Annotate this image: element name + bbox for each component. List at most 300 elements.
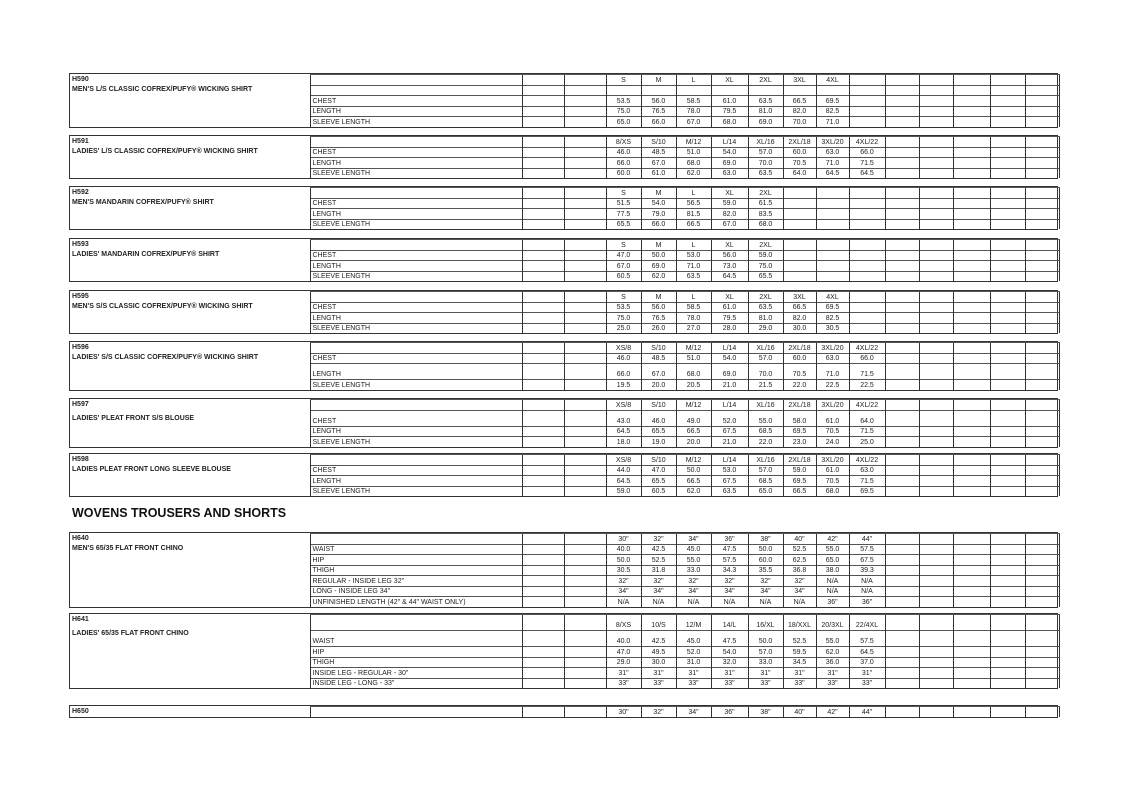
product-name: LADIES' 65/35 FLAT FRONT CHINO bbox=[72, 629, 189, 637]
measurement-label: SLEEVE LENGTH bbox=[310, 437, 522, 447]
blank-cell bbox=[564, 343, 606, 354]
size-table bbox=[70, 239, 1059, 281]
size-header: M/12 bbox=[676, 137, 711, 148]
blank-cell bbox=[919, 219, 953, 229]
product-code: H590 bbox=[72, 75, 89, 83]
measurement-value: 68.5 bbox=[748, 426, 783, 437]
measurement-label: LENGTH bbox=[310, 426, 522, 437]
blank-cell bbox=[990, 678, 1025, 688]
product-cell bbox=[70, 137, 310, 179]
measurement-value: 83.5 bbox=[748, 209, 783, 220]
size-header: 3XL/20 bbox=[816, 400, 849, 411]
measurement-value: 50.0 bbox=[676, 465, 711, 476]
product-block-h650 bbox=[69, 705, 1058, 718]
measurement-value: 69.5 bbox=[783, 426, 816, 437]
blank-cell bbox=[885, 168, 919, 178]
size-header: 42" bbox=[816, 534, 849, 545]
size-header: M/12 bbox=[676, 343, 711, 354]
measurement-value: 64.5 bbox=[711, 271, 748, 281]
blank-cell bbox=[522, 678, 564, 688]
size-header: 4XL/22 bbox=[849, 343, 885, 354]
blank-cell bbox=[990, 615, 1025, 631]
measurement-value: 55.0 bbox=[676, 555, 711, 566]
measurement-value: 53.0 bbox=[676, 250, 711, 261]
measurement-value: 30.5 bbox=[606, 565, 641, 576]
blank-cell bbox=[885, 426, 919, 437]
blank-cell bbox=[564, 353, 606, 364]
size-header: 4XL/22 bbox=[849, 400, 885, 411]
size-header: 8/XS bbox=[606, 615, 641, 631]
blank-cell bbox=[522, 615, 564, 631]
measurement-value: 66.0 bbox=[606, 158, 641, 169]
blank-cell bbox=[953, 302, 990, 313]
measurement-value: 70.5 bbox=[783, 364, 816, 380]
measurement-value bbox=[641, 85, 676, 96]
blank-cell bbox=[953, 75, 990, 86]
blank-cell bbox=[953, 168, 990, 178]
blank-cell bbox=[919, 410, 953, 426]
blank-cell bbox=[1025, 437, 1059, 447]
blank-cell bbox=[885, 544, 919, 555]
blank-cell bbox=[1025, 250, 1059, 261]
size-header: S/10 bbox=[641, 400, 676, 411]
measurement-label: LENGTH bbox=[310, 313, 522, 324]
measurement-value: 62.0 bbox=[641, 271, 676, 281]
measurement-label: LENGTH bbox=[310, 364, 522, 380]
measurement-value: 63.5 bbox=[748, 168, 783, 178]
measurement-value: 65.0 bbox=[606, 117, 641, 127]
measurement-value: 61.0 bbox=[711, 302, 748, 313]
measurement-value: 53.5 bbox=[606, 96, 641, 107]
measurement-value: 62.0 bbox=[816, 647, 849, 658]
blank-cell bbox=[564, 250, 606, 261]
measurement-value: 76.5 bbox=[641, 106, 676, 117]
measurement-value: 51.5 bbox=[606, 198, 641, 209]
blank-cell bbox=[953, 240, 990, 251]
size-table bbox=[70, 399, 1059, 447]
measurement-value: 31" bbox=[641, 668, 676, 679]
blank-cell bbox=[564, 465, 606, 476]
measurement-value bbox=[816, 271, 849, 281]
blank-cell bbox=[564, 219, 606, 229]
size-header: 34" bbox=[676, 707, 711, 717]
measurement-label-blank bbox=[310, 240, 522, 251]
measurement-value: 82.0 bbox=[783, 313, 816, 324]
blank-cell bbox=[564, 188, 606, 199]
measurement-value: 18.0 bbox=[606, 437, 641, 447]
blank-cell bbox=[564, 678, 606, 688]
measurement-value: 33.0 bbox=[676, 565, 711, 576]
product-block-h590 bbox=[69, 73, 1058, 128]
measurement-value bbox=[676, 85, 711, 96]
product-code: H593 bbox=[72, 240, 89, 248]
measurement-value: 60.5 bbox=[641, 486, 676, 496]
size-header: 4XL/22 bbox=[849, 137, 885, 148]
blank-cell bbox=[522, 597, 564, 607]
blank-cell bbox=[522, 657, 564, 668]
measurement-value: 32" bbox=[783, 576, 816, 587]
blank-cell bbox=[953, 565, 990, 576]
blank-cell bbox=[564, 261, 606, 272]
blank-cell bbox=[919, 343, 953, 354]
size-header: 40" bbox=[783, 707, 816, 717]
measurement-value: N/A bbox=[816, 586, 849, 597]
blank-cell bbox=[885, 343, 919, 354]
measurement-value: 33" bbox=[783, 678, 816, 688]
blank-cell bbox=[1025, 168, 1059, 178]
measurement-value: 34" bbox=[748, 586, 783, 597]
blank-cell bbox=[522, 240, 564, 251]
product-block-h596 bbox=[69, 341, 1058, 391]
measurement-value bbox=[849, 117, 885, 127]
measurement-label: HIP bbox=[310, 555, 522, 566]
blank-cell bbox=[564, 576, 606, 587]
blank-cell bbox=[990, 597, 1025, 607]
blank-cell bbox=[990, 647, 1025, 658]
blank-cell bbox=[564, 555, 606, 566]
measurement-value: 66.5 bbox=[783, 302, 816, 313]
blank-cell bbox=[919, 250, 953, 261]
blank-cell bbox=[919, 476, 953, 487]
measurement-value bbox=[849, 271, 885, 281]
measurement-value: 31" bbox=[849, 668, 885, 679]
measurement-value: 67.0 bbox=[606, 261, 641, 272]
size-header: XL bbox=[711, 292, 748, 303]
measurement-value: 60.0 bbox=[783, 147, 816, 158]
measurement-value: 50.0 bbox=[641, 250, 676, 261]
measurement-value: 47.5 bbox=[711, 631, 748, 647]
measurement-value: N/A bbox=[676, 597, 711, 607]
measurement-value: 59.0 bbox=[748, 250, 783, 261]
blank-cell bbox=[990, 137, 1025, 148]
measurement-value: 21.5 bbox=[748, 380, 783, 390]
measurement-value: 48.5 bbox=[641, 147, 676, 158]
size-header: 2XL bbox=[748, 292, 783, 303]
size-table bbox=[70, 342, 1059, 390]
size-header: 8/XS bbox=[606, 137, 641, 148]
size-header: L bbox=[676, 188, 711, 199]
measurement-value: 34" bbox=[606, 586, 641, 597]
blank-cell bbox=[919, 96, 953, 107]
product-code: H650 bbox=[72, 707, 89, 715]
blank-cell bbox=[1025, 586, 1059, 597]
measurement-value: 33.0 bbox=[748, 657, 783, 668]
blank-cell bbox=[1025, 158, 1059, 169]
measurement-value: 61.0 bbox=[816, 465, 849, 476]
blank-cell bbox=[919, 707, 953, 717]
measurement-value: 64.0 bbox=[783, 168, 816, 178]
measurement-value: 28.0 bbox=[711, 323, 748, 333]
measurement-value: 32" bbox=[676, 576, 711, 587]
measurement-value: 76.5 bbox=[641, 313, 676, 324]
blank-cell bbox=[522, 209, 564, 220]
measurement-value: 31.8 bbox=[641, 565, 676, 576]
measurement-label: LENGTH bbox=[310, 261, 522, 272]
measurement-value: 20.0 bbox=[676, 437, 711, 447]
measurement-value: 54.0 bbox=[711, 353, 748, 364]
measurement-value: 66.0 bbox=[606, 364, 641, 380]
blank-cell bbox=[885, 586, 919, 597]
measurement-label-blank bbox=[310, 343, 522, 354]
blank-cell bbox=[885, 465, 919, 476]
measurement-label: LENGTH bbox=[310, 158, 522, 169]
blank-cell bbox=[953, 668, 990, 679]
blank-cell bbox=[919, 117, 953, 127]
measurement-value: 70.0 bbox=[783, 117, 816, 127]
measurement-value: 19.0 bbox=[641, 437, 676, 447]
blank-cell bbox=[522, 576, 564, 587]
measurement-value: 75.0 bbox=[606, 106, 641, 117]
size-header: XL/16 bbox=[748, 455, 783, 466]
measurement-value: 65.0 bbox=[816, 555, 849, 566]
measurement-value: 70.0 bbox=[748, 158, 783, 169]
measurement-value: 70.5 bbox=[816, 426, 849, 437]
measurement-value: 79.5 bbox=[711, 106, 748, 117]
measurement-value: 68.5 bbox=[748, 476, 783, 487]
blank-cell bbox=[953, 486, 990, 496]
product-cell bbox=[70, 534, 310, 607]
measurement-value: 54.0 bbox=[641, 198, 676, 209]
blank-cell bbox=[990, 96, 1025, 107]
size-header: XS/8 bbox=[606, 455, 641, 466]
blank-cell bbox=[953, 437, 990, 447]
blank-cell bbox=[1025, 271, 1059, 281]
measurement-value: 54.0 bbox=[711, 147, 748, 158]
size-header bbox=[783, 240, 816, 251]
measurement-value: 59.0 bbox=[783, 465, 816, 476]
blank-cell bbox=[953, 271, 990, 281]
blank-cell bbox=[953, 707, 990, 717]
product-code: H598 bbox=[72, 455, 89, 463]
product-name: LADIES' PLEAT FRONT S/S BLOUSE bbox=[72, 414, 195, 422]
blank-cell bbox=[522, 292, 564, 303]
measurement-value: 69.5 bbox=[816, 302, 849, 313]
blank-cell bbox=[522, 380, 564, 390]
measurement-value: 75.0 bbox=[606, 313, 641, 324]
blank-cell bbox=[522, 437, 564, 447]
size-header: L bbox=[676, 292, 711, 303]
measurement-label-blank bbox=[310, 137, 522, 148]
size-header: M bbox=[641, 240, 676, 251]
size-header: 10/S bbox=[641, 615, 676, 631]
blank-cell bbox=[919, 168, 953, 178]
measurement-value: 58.5 bbox=[676, 302, 711, 313]
measurement-value: 69.5 bbox=[849, 486, 885, 496]
measurement-value: 36.0 bbox=[816, 657, 849, 668]
size-header: S bbox=[606, 188, 641, 199]
measurement-value: 44.0 bbox=[606, 465, 641, 476]
measurement-value: 63.0 bbox=[849, 465, 885, 476]
blank-cell bbox=[1025, 75, 1059, 86]
measurement-value: 58.5 bbox=[676, 96, 711, 107]
measurement-value: 81.0 bbox=[748, 106, 783, 117]
blank-cell bbox=[885, 302, 919, 313]
measurement-label-blank bbox=[310, 615, 522, 631]
blank-cell bbox=[885, 271, 919, 281]
size-header: 2XL bbox=[748, 188, 783, 199]
size-header: M bbox=[641, 188, 676, 199]
measurement-value: 52.5 bbox=[783, 631, 816, 647]
blank-cell bbox=[885, 219, 919, 229]
blank-cell bbox=[919, 534, 953, 545]
blank-cell bbox=[1025, 544, 1059, 555]
size-header: S/10 bbox=[641, 343, 676, 354]
blank-cell bbox=[1025, 219, 1059, 229]
blank-cell bbox=[885, 455, 919, 466]
measurement-value: 77.5 bbox=[606, 209, 641, 220]
measurement-value: 31" bbox=[711, 668, 748, 679]
measurement-value: 71.0 bbox=[816, 117, 849, 127]
measurement-value: 45.0 bbox=[676, 544, 711, 555]
blank-cell bbox=[522, 364, 564, 380]
measurement-label-blank bbox=[310, 707, 522, 717]
product-cell bbox=[70, 75, 310, 127]
blank-cell bbox=[990, 188, 1025, 199]
blank-cell bbox=[1025, 597, 1059, 607]
blank-cell bbox=[990, 323, 1025, 333]
blank-cell bbox=[919, 198, 953, 209]
measurement-value bbox=[849, 261, 885, 272]
measurement-value: 56.0 bbox=[641, 96, 676, 107]
blank-cell bbox=[522, 75, 564, 86]
blank-cell bbox=[990, 343, 1025, 354]
measurement-value: 66.0 bbox=[849, 147, 885, 158]
measurement-value: 57.0 bbox=[748, 353, 783, 364]
measurement-value: 66.0 bbox=[641, 219, 676, 229]
measurement-value: 31" bbox=[783, 668, 816, 679]
blank-cell bbox=[990, 400, 1025, 411]
blank-cell bbox=[1025, 668, 1059, 679]
measurement-value: 21.0 bbox=[711, 437, 748, 447]
blank-cell bbox=[953, 534, 990, 545]
measurement-value bbox=[783, 85, 816, 96]
size-header: L bbox=[676, 240, 711, 251]
blank-cell bbox=[953, 209, 990, 220]
blank-cell bbox=[1025, 707, 1059, 717]
measurement-value: 65.5 bbox=[641, 476, 676, 487]
blank-cell bbox=[953, 343, 990, 354]
measurement-value: 79.5 bbox=[711, 313, 748, 324]
size-header: XL bbox=[711, 188, 748, 199]
blank-cell bbox=[919, 668, 953, 679]
measurement-value: 55.0 bbox=[816, 544, 849, 555]
blank-cell bbox=[953, 455, 990, 466]
measurement-value: 32" bbox=[641, 576, 676, 587]
blank-cell bbox=[953, 465, 990, 476]
blank-cell bbox=[953, 323, 990, 333]
blank-cell bbox=[990, 353, 1025, 364]
measurement-label: INSIDE LEG - LONG - 33" bbox=[310, 678, 522, 688]
blank-cell bbox=[990, 426, 1025, 437]
blank-cell bbox=[564, 96, 606, 107]
blank-cell bbox=[564, 271, 606, 281]
blank-cell bbox=[885, 240, 919, 251]
blank-cell bbox=[1025, 261, 1059, 272]
measurement-label: INSIDE LEG - REGULAR - 30" bbox=[310, 668, 522, 679]
blank-cell bbox=[953, 106, 990, 117]
blank-cell bbox=[522, 188, 564, 199]
product-code: H596 bbox=[72, 343, 89, 351]
blank-cell bbox=[1025, 313, 1059, 324]
measurement-value: 63.0 bbox=[816, 147, 849, 158]
measurement-value: 56.0 bbox=[711, 250, 748, 261]
measurement-value bbox=[849, 209, 885, 220]
size-header: L/14 bbox=[711, 137, 748, 148]
blank-cell bbox=[919, 678, 953, 688]
blank-cell bbox=[953, 313, 990, 324]
measurement-value: 60.5 bbox=[606, 271, 641, 281]
measurement-value: N/A bbox=[748, 597, 783, 607]
measurement-value bbox=[783, 250, 816, 261]
measurement-value: 64.5 bbox=[849, 168, 885, 178]
blank-cell bbox=[564, 168, 606, 178]
size-header-row bbox=[70, 137, 1059, 148]
measurement-label: LENGTH bbox=[310, 476, 522, 487]
blank-cell bbox=[564, 455, 606, 466]
measurement-value: 31" bbox=[748, 668, 783, 679]
size-header: 3XL/20 bbox=[816, 343, 849, 354]
blank-cell bbox=[919, 292, 953, 303]
section-title: WOVENS TROUSERS AND SHORTS bbox=[72, 506, 287, 520]
blank-cell bbox=[564, 597, 606, 607]
blank-cell bbox=[1025, 343, 1059, 354]
blank-cell bbox=[953, 544, 990, 555]
blank-cell bbox=[990, 250, 1025, 261]
measurement-value: 51.0 bbox=[676, 147, 711, 158]
blank-cell bbox=[885, 707, 919, 717]
measurement-value bbox=[711, 85, 748, 96]
measurement-label bbox=[310, 85, 522, 96]
measurement-value: 53.5 bbox=[606, 302, 641, 313]
blank-cell bbox=[1025, 465, 1059, 476]
blank-cell bbox=[1025, 426, 1059, 437]
measurement-value: 63.5 bbox=[711, 486, 748, 496]
measurement-value: 79.0 bbox=[641, 209, 676, 220]
blank-cell bbox=[919, 647, 953, 658]
measurement-value: 69.0 bbox=[748, 117, 783, 127]
blank-cell bbox=[885, 364, 919, 380]
blank-cell bbox=[885, 615, 919, 631]
blank-cell bbox=[990, 75, 1025, 86]
blank-cell bbox=[522, 544, 564, 555]
measurement-value: 69.0 bbox=[711, 364, 748, 380]
measurement-value: 60.0 bbox=[606, 168, 641, 178]
measurement-value: 59.5 bbox=[783, 647, 816, 658]
measurement-value: 64.0 bbox=[849, 410, 885, 426]
blank-cell bbox=[919, 240, 953, 251]
blank-cell bbox=[885, 647, 919, 658]
blank-cell bbox=[1025, 85, 1059, 96]
blank-cell bbox=[885, 250, 919, 261]
blank-cell bbox=[564, 85, 606, 96]
blank-cell bbox=[885, 158, 919, 169]
size-header-row bbox=[70, 400, 1059, 411]
blank-cell bbox=[885, 188, 919, 199]
blank-cell bbox=[1025, 565, 1059, 576]
size-header: M/12 bbox=[676, 400, 711, 411]
blank-cell bbox=[564, 400, 606, 411]
blank-cell bbox=[1025, 555, 1059, 566]
measurement-value: 71.0 bbox=[816, 158, 849, 169]
blank-cell bbox=[885, 209, 919, 220]
size-table bbox=[70, 533, 1059, 607]
blank-cell bbox=[990, 147, 1025, 158]
blank-cell bbox=[953, 364, 990, 380]
blank-cell bbox=[564, 565, 606, 576]
blank-cell bbox=[885, 631, 919, 647]
blank-cell bbox=[522, 250, 564, 261]
measurement-value: 22.5 bbox=[816, 380, 849, 390]
